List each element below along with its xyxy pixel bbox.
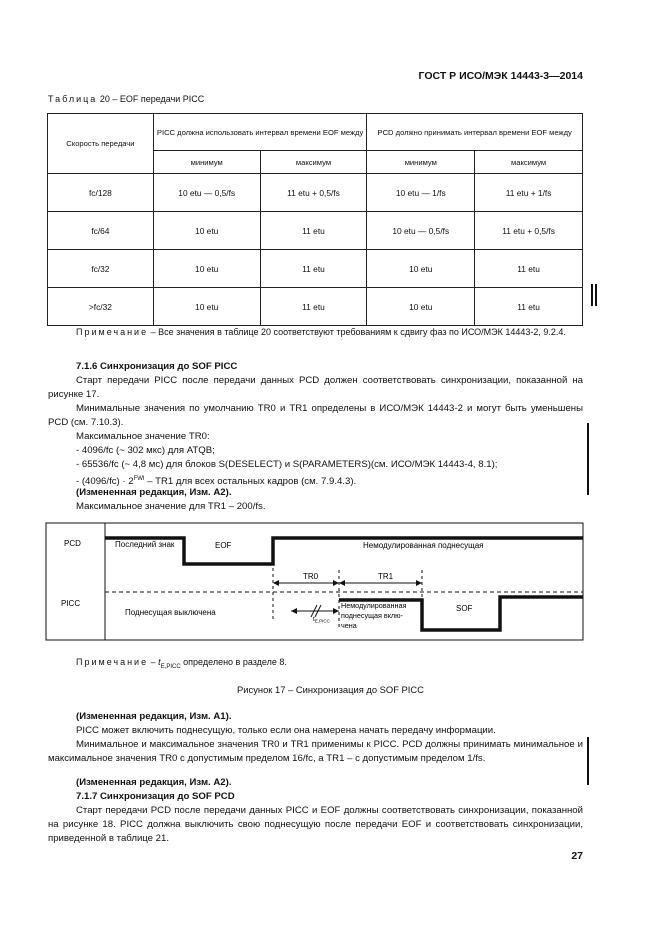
change-bar — [591, 284, 593, 306]
list-item: - 4096/fc (~ 302 мкс) для ATQB; — [76, 445, 215, 456]
last-char-label: Последний знак — [115, 540, 175, 549]
list-item: - $(4096/fc) \cdot 2^{FWI} - TR1$ для всех остальных кадров (см. 7.9.4.3). — [76, 476, 357, 488]
pcd-label: PCD — [64, 539, 81, 548]
cell: 10 etu — 0,5/fs — [153, 174, 260, 212]
table-note — [76, 326, 583, 339]
unmod-on-line3: чена — [341, 621, 357, 630]
cell: 11 etu + 1/fs — [475, 174, 583, 212]
caption-label: Таблица — [48, 94, 98, 104]
cell-speed: fc/32 — [48, 250, 154, 288]
change-bar — [587, 737, 589, 785]
sof-label: SOF — [456, 604, 473, 613]
cell-speed: >fc/32 — [48, 288, 154, 326]
sub-header: минимум — [367, 151, 475, 174]
figure-caption: Рисунок 17 – Синхронизация до SOF PICC — [237, 684, 424, 695]
cell: 10 etu — [367, 288, 475, 326]
note-text: – Все значения в таблице 20 соответствуют требованиям к сдвигу фаз по ИСО/МЭК 14443-2, 9.2.4. — [150, 327, 566, 337]
table-caption — [48, 94, 204, 104]
cell: 11 etu + 0,5/fs — [475, 212, 583, 250]
section-716-heading: 7.1.6 Синхронизация до SOF PICC — [76, 361, 238, 372]
cell: 10 etu — [153, 288, 260, 326]
paragraph: Старт передачи PICC после передачи данных PCD должен соответствовать синхронизации, показанной на рисунке 17. — [48, 375, 583, 401]
cell: 11 etu — [475, 288, 583, 326]
standard-header: ГОСТ Р ИСО/МЭК 14443-3—2014 — [418, 70, 583, 82]
subcarrier-off-label: Поднесущая выключена — [125, 608, 216, 617]
sub-header: минимум — [153, 151, 260, 174]
cell: 11 etu — [260, 288, 367, 326]
cell: 10 etu — 1/fs — [367, 174, 475, 212]
cell: 10 etu — [153, 250, 260, 288]
cell: 11 etu — [260, 212, 367, 250]
cell: 11 etu — [260, 250, 367, 288]
col-picc-header: PICC должна использовать интервал времени EOF между — [153, 114, 367, 151]
unmod-carrier-label: Немодулированная поднесущая — [363, 541, 484, 550]
table-row — [48, 288, 583, 326]
pcd-signal — [105, 538, 583, 564]
cell: 10 etu — [367, 250, 475, 288]
caption-text: 20 – EOF передачи PICC — [99, 94, 205, 104]
cell: 11 etu + 0,5/fs — [260, 174, 367, 212]
sub-header: максимум — [260, 151, 367, 174]
section-717-heading: 7.1.7 Синхронизация до SOF PCD — [76, 791, 235, 802]
paragraph: Максимальное значение TR0: — [76, 431, 210, 442]
te-label: $t_{E,PICC}$ — [313, 616, 330, 624]
change-bar — [595, 284, 597, 306]
figure-note: Примечание – $t_{E,PICC}$ определено в разделе 8. — [76, 657, 287, 670]
paragraph: Минимальное и максимальное значения TR0 и TR1 применимы к PICC. PCD должны принимать минимальное и максимальное значения TR0 с допустимым пределом 16/fc, а TR1 – с допустимым пределом 1/fs. — [48, 739, 583, 765]
paragraph: Максимальное значение для TR1 – 200/fs. — [76, 501, 266, 512]
col-speed-header: Скорость передачи — [48, 114, 154, 174]
cell-speed: fc/64 — [48, 212, 154, 250]
paragraph: Минимальные значения по умолчанию TR0 и TR1 определены в ИСО/МЭК 14443-2 и могут быть уменьшены PCD (см. 7.10.3). — [48, 403, 583, 429]
unmod-on-line1: Немодулированная — [341, 601, 407, 610]
tr1-label: TR1 — [378, 572, 394, 581]
change-bar — [587, 423, 589, 495]
cell: 10 etu — [153, 212, 260, 250]
table-row — [48, 250, 583, 288]
eof-label: EOF — [215, 541, 232, 550]
table-row — [48, 174, 583, 212]
page-number: 27 — [571, 850, 583, 862]
cell-speed: fc/128 — [48, 174, 154, 212]
amendment-note: (Измененная редакция, Изм. A2). — [76, 487, 232, 498]
cell: 10 etu — 0,5/fs — [367, 212, 475, 250]
cell: 11 etu — [475, 250, 583, 288]
picc-label: PICC — [61, 599, 81, 608]
timing-diagram — [45, 520, 585, 642]
sub-header: максимум — [475, 151, 583, 174]
list-item: - 65536/fc (~ 4,8 мс) для блоков S(DESELECT) и S(PARAMETERS)(см. ИСО/МЭК 14443-4, 8.1); — [76, 459, 498, 470]
amendment-note: (Измененная редакция, Изм. A2). — [76, 777, 232, 788]
col-pcd-header: PCD должно принимать интервал времени EOF между — [367, 114, 583, 151]
amendment-note: (Измененная редакция, Изм. A1). — [76, 711, 232, 722]
tr0-label: TR0 — [303, 572, 319, 581]
paragraph: PICC может включить поднесущую, только если она намерена начать передачу информации. — [76, 725, 496, 736]
note-label: Примечание — [76, 327, 149, 337]
paragraph: Старт передачи PCD после передачи данных PICC и EOF должны соответствовать синхронизации, показанной на рисунке 18. PICC должна выключить свою поднесущую после передачи EOF и соответствовать синхронизации, приведенной в таблице 21. — [48, 805, 583, 845]
table-row — [48, 212, 583, 250]
unmod-on-line2: поднесущая вклю- — [341, 611, 403, 620]
eof-table — [47, 113, 583, 326]
